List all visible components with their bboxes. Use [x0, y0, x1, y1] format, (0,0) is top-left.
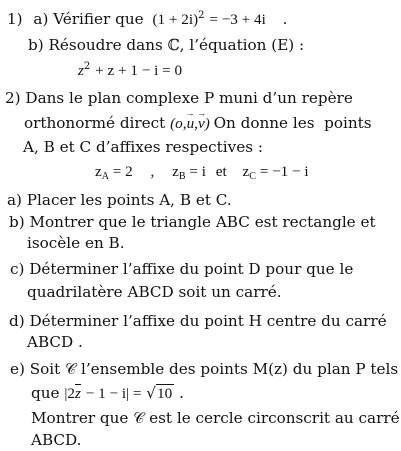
- q1-eq-exp: 2: [83, 61, 91, 72]
- q2-e-3: [31, 409, 400, 427]
- q1-a-expr-right: = −3 + 4i: [209, 11, 266, 28]
- q1-a-label: a) Vérifier que: [33, 10, 144, 28]
- affix-a-z: z: [95, 163, 102, 180]
- q2-basis: [170, 115, 213, 132]
- q2-intro-3: [23, 138, 263, 156]
- q2-intro-1-text: 2) Dans le plan complexe P muni d’un repère: [5, 89, 353, 107]
- q2-b-1-text: b) Montrer que le triangle ABC est rectangle et: [9, 213, 376, 231]
- affix-c-sub: C: [249, 171, 256, 182]
- affix-b-z: z: [172, 163, 179, 180]
- q2-d-2-text: ABCD .: [27, 333, 83, 351]
- q2-a: [7, 191, 232, 209]
- q1-eq-rest: + z + 1 − i = 0: [95, 62, 183, 79]
- affix-b-sub: B: [178, 171, 186, 182]
- sqrt-symbol: √10: [146, 384, 173, 402]
- affix-and: et: [215, 163, 227, 180]
- affix-a-val: = 2: [112, 163, 133, 180]
- affix-b-val: = i: [189, 163, 206, 180]
- q1-line-b: [28, 36, 304, 54]
- q2-e-1: [10, 360, 398, 378]
- q2-e-4: [31, 431, 82, 449]
- q2-e-2-abs-open: |2: [64, 385, 75, 402]
- q1-a-end: .: [282, 10, 288, 28]
- affix-c-z: z: [242, 163, 250, 180]
- q2-e-2: [31, 384, 184, 402]
- affix-a-sub: A: [101, 171, 109, 182]
- affix-sep1: ,: [150, 163, 155, 180]
- q2-d-1: [9, 312, 387, 330]
- q2-c-1-text: c) Déterminer l’affixe du point D pour que le: [10, 260, 354, 278]
- q1-number: 1): [7, 10, 23, 28]
- q2-basis-comma: ,: [194, 115, 198, 132]
- q2-e-3-text: Montrer que 𝒞 est le cercle circonscrit au carré: [31, 409, 400, 427]
- q2-e-2-abs-rest: − 1 − i| =: [85, 385, 142, 402]
- q2-c-1: [10, 260, 353, 278]
- q2-c-2-text: quadrilatère ABCD soit un carré.: [27, 283, 282, 301]
- q2-e-2-zbar: z: [74, 385, 81, 402]
- q1-b-label: b) Résoudre dans ℂ, l’équation (E) :: [28, 36, 305, 54]
- q2-b-2: [27, 234, 125, 252]
- q1-equation: [78, 61, 182, 79]
- q2-a-text: a) Placer les points A, B et C.: [7, 191, 232, 209]
- q1-a-expr-exp: 2: [198, 10, 205, 21]
- q2-b-1: [9, 213, 376, 231]
- q2-basis-close: ): [204, 115, 210, 132]
- q2-basis-u: → u: [187, 115, 195, 133]
- q2-affixes: [95, 163, 309, 181]
- q2-intro-2: [24, 114, 372, 132]
- q2-intro-2b: On donne les points: [213, 114, 372, 132]
- q2-intro-1: [5, 89, 353, 107]
- q2-basis-v: → v: [198, 115, 205, 133]
- affix-c-val: = −1 − i: [259, 163, 309, 180]
- q2-e-1-text: e) Soit 𝒞 l’ensemble des points M(z) du plan P tels: [10, 360, 399, 378]
- q1-eq-z: z: [78, 62, 84, 79]
- q2-e-2-que: que: [31, 384, 60, 402]
- q1-line-a: [7, 10, 287, 28]
- q2-c-2: [27, 283, 282, 301]
- q2-e-2-sqrt-num: 10: [156, 385, 173, 402]
- q2-d-1-text: d) Déterminer l’affixe du point H centre du carré: [9, 312, 387, 330]
- q2-e-4-text: ABCD.: [31, 431, 82, 449]
- q2-intro-2a: orthonormé direct: [24, 114, 166, 132]
- q2-basis-o: (o,: [170, 115, 187, 132]
- q2-b-2-text: isocèle en B.: [27, 234, 125, 252]
- q2-intro-3-text: A, B et C d’affixes respectives :: [23, 138, 263, 156]
- q2-d-2: [27, 333, 83, 351]
- q1-a-expr-left: (1 + 2i): [152, 11, 199, 28]
- q2-e-2-end: .: [179, 384, 184, 402]
